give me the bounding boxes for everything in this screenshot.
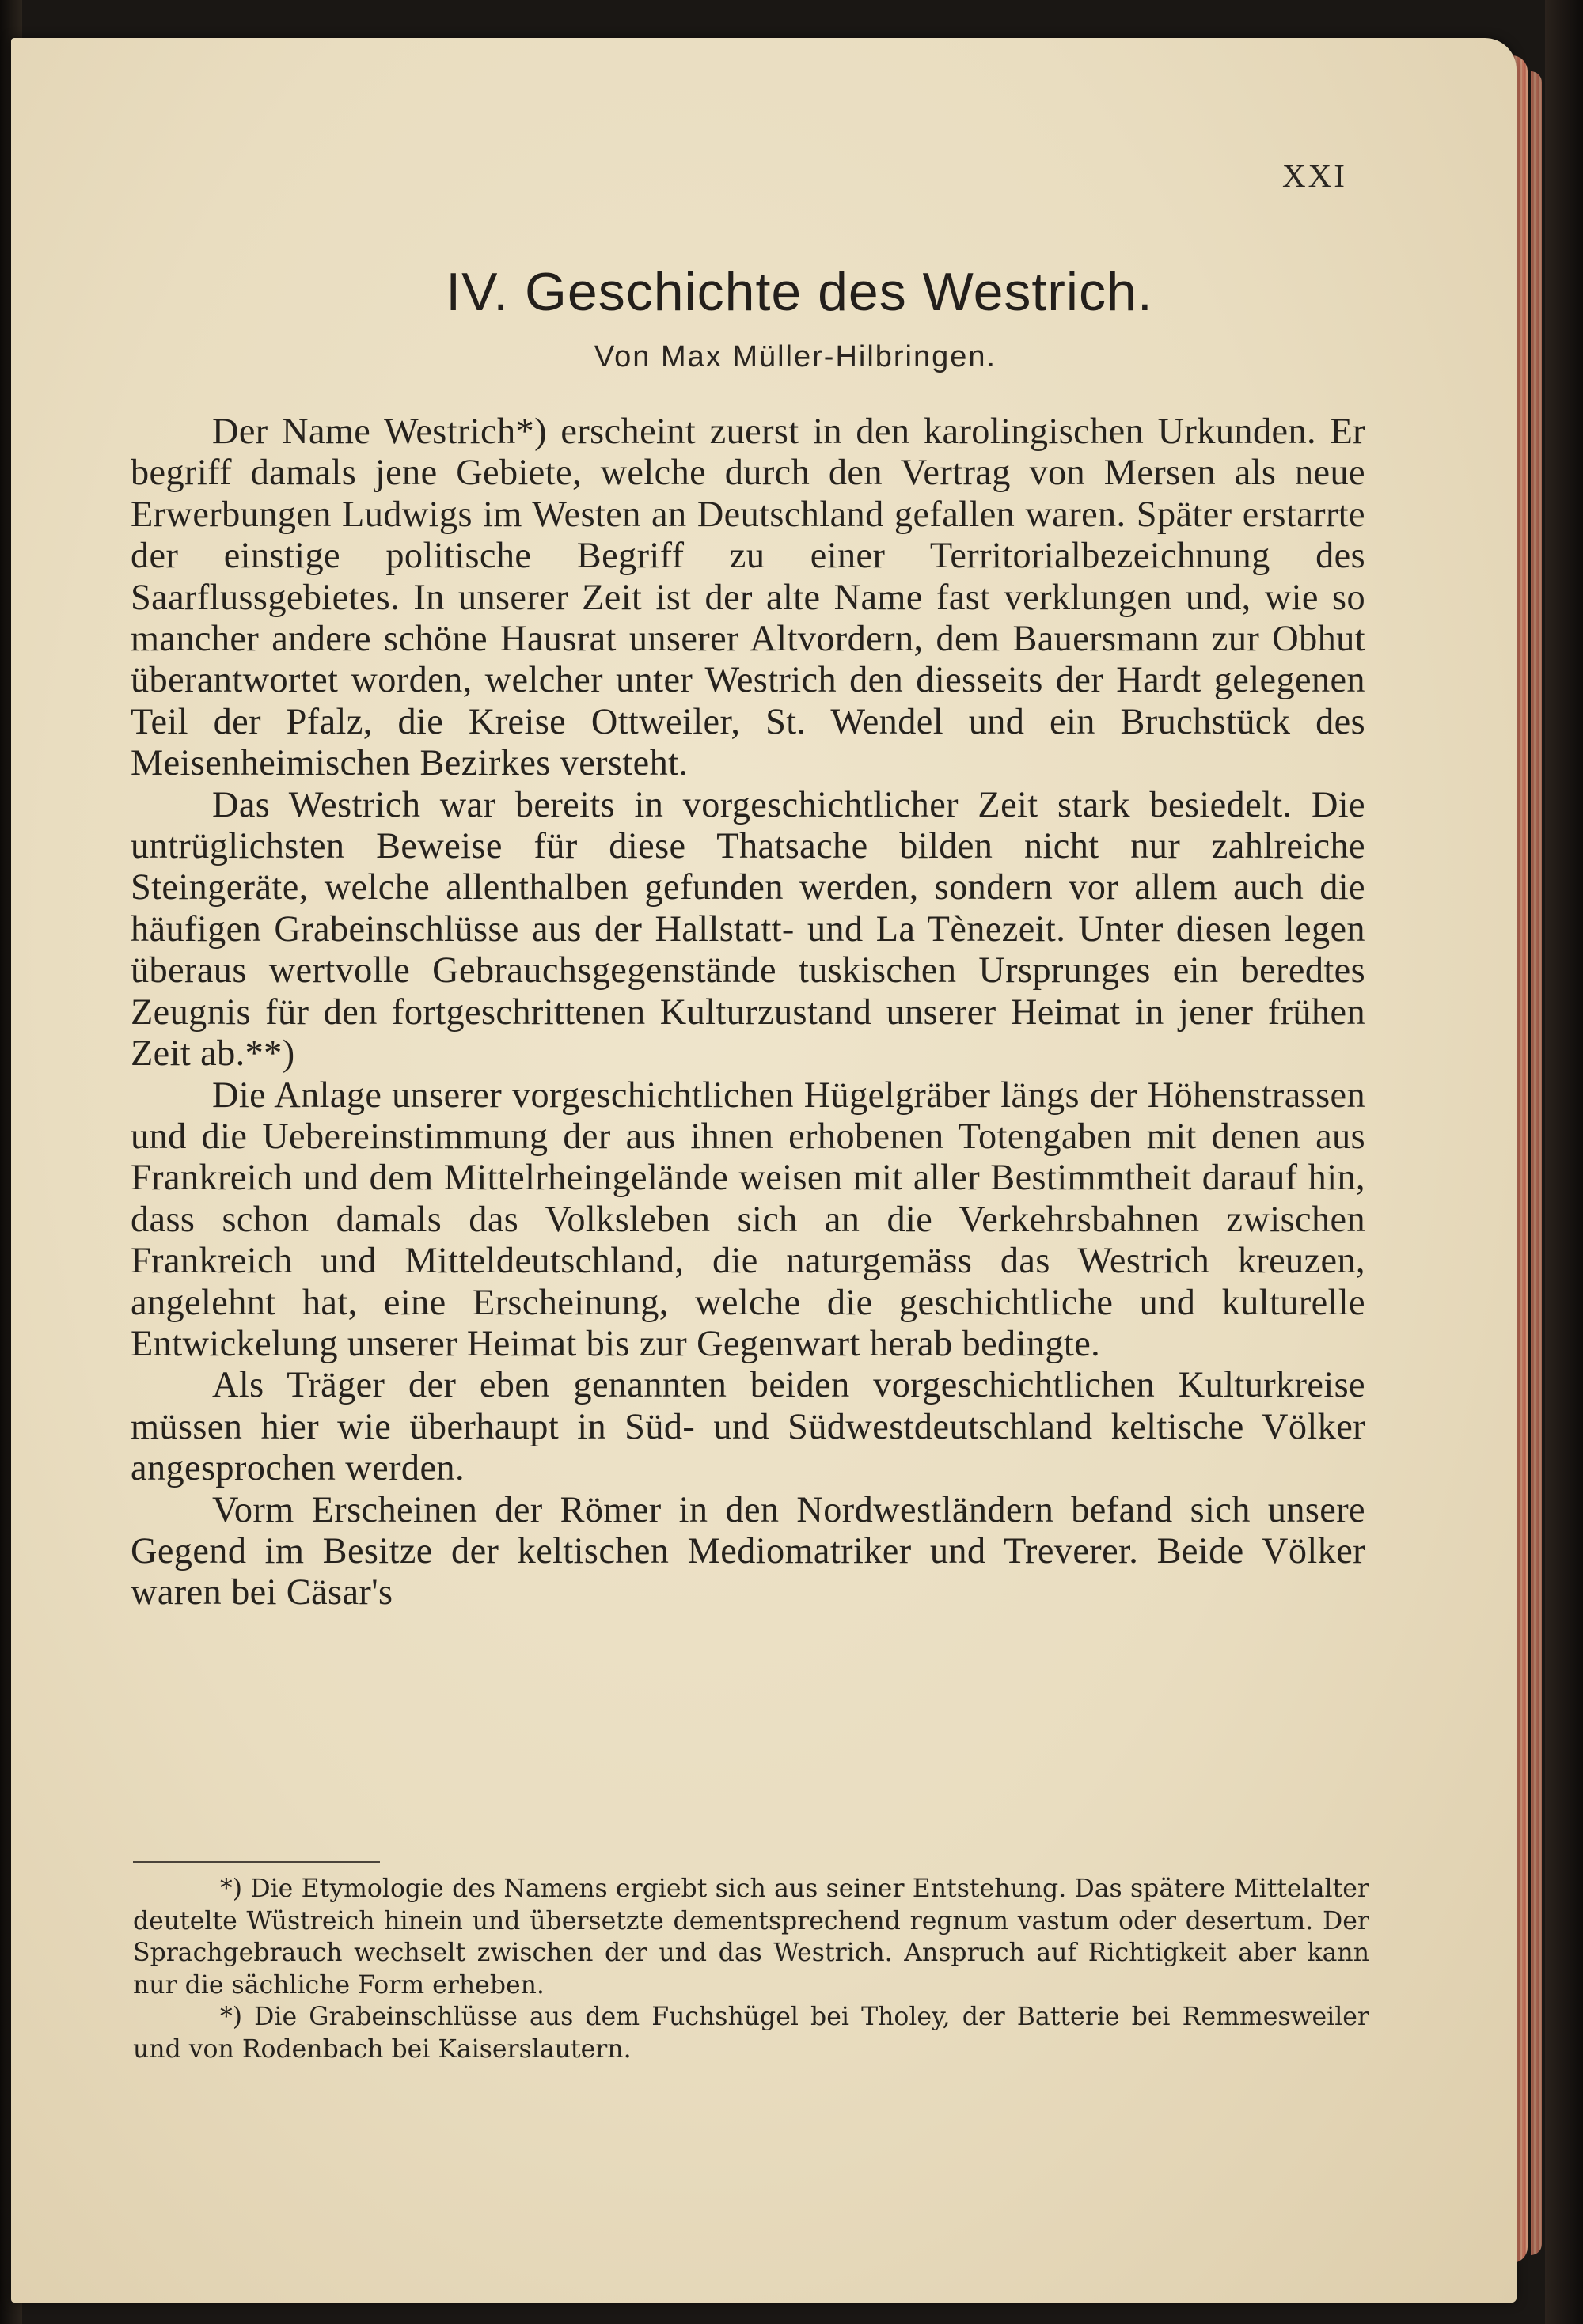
body-text: [131, 411, 1365, 1614]
footnote-divider: [133, 1861, 380, 1863]
footnote: *) Die Grabeinschlüsse aus dem Fuchshügel bei Tholey, der Batterie bei Remmesweiler und von Rodenbach bei Kaiserslautern.: [133, 2003, 1369, 2064]
chapter-author: Von Max Müller-Hilbringen.: [594, 340, 997, 373]
paragraph: Die Anlage unserer vorgeschichtlichen Hügelgräber längs der Höhenstrassen und die Uebereinstimmung der aus ihnen erhobenen Totengaben mit denen aus Frankreich und dem Mittelrheingelände weisen mit aller Bestimmtheit darauf hin, dass schon damals das Volksleben sich an die Verkehrsbahnen zwischen Frankreich und Mitteldeutschland, die naturgemäss das Westrich kreuzen, angelehnt hat, eine Erscheinung, welche die geschichtliche und kulturelle Entwickelung unserer Heimat bis zur Gegenwart herab bedingte.: [131, 1075, 1365, 1364]
paragraph: Als Träger der eben genannten beiden vorgeschichtlichen Kulturkreise müssen hier wie überhaupt in Süd- und Südwestdeutschland keltische Völker angesprochen werden.: [131, 1365, 1365, 1489]
footnotes: [133, 1873, 1369, 2065]
page-edges-back: [1531, 71, 1542, 2255]
paragraph: Der Name Westrich*) erscheint zuerst in den karolingischen Urkunden. Er begriff damals jene Gebiete, welche durch den Vertrag von Mersen als neue Erwerbungen Ludwigs im Westen an Deutschland gefallen waren. Später erstarrte der einstige politische Begriff zu einer Territorialbezeichnung des Saarflussgebietes. In unserer Zeit ist der alte Name fast verklungen und, wie so mancher andere schöne Hausrat unserer Altvordern, dem Bauersmann zur Obhut überantwortet worden, welcher unter Westrich den diesseits der Hardt gelegenen Teil der Pfalz, die Kreise Ottweiler, St. Wendel und ein Bruchstück des Meisenheimischen Bezirkes versteht.: [131, 411, 1365, 784]
page-number: XXI: [1282, 157, 1347, 194]
chapter-title: IV. Geschichte des Westrich.: [446, 262, 1153, 322]
paragraph: Vorm Erscheinen der Römer in den Nordwestländern befand sich unsere Gegend im Besitze der keltischen Mediomatriker und Treverer. Beide Völker waren bei Cäsar's: [131, 1489, 1365, 1613]
footnote: *) Die Etymologie des Namens ergiebt sich aus seiner Entstehung. Das spätere Mittelalter deutelte Wüstreich hinein und übersetzte dementsprechend regnum vastum oder desertum. Der Sprachgebrauch wechselt zwischen der und das Westrich. Anspruch auf Richtigkeit aber kann nur die sächliche Form erheben.: [133, 1875, 1369, 2000]
paragraph: Das Westrich war bereits in vorgeschichtlicher Zeit stark besiedelt. Die untrüglichsten Beweise für diese Thatsache bilden nicht nur zahlreiche Steingeräte, welche allenthalben gefunden werden, sondern vor allem auch die häufigen Grabeinschlüsse aus der Hallstatt- und La Tènezeit. Unter diesen legen überaus wertvolle Gebrauchsgegenstände tuskischen Ursprunges ein beredtes Zeugnis für den fortgeschrittenen Kulturzustand unserer Heimat in jener frühen Zeit ab.**): [131, 784, 1365, 1075]
